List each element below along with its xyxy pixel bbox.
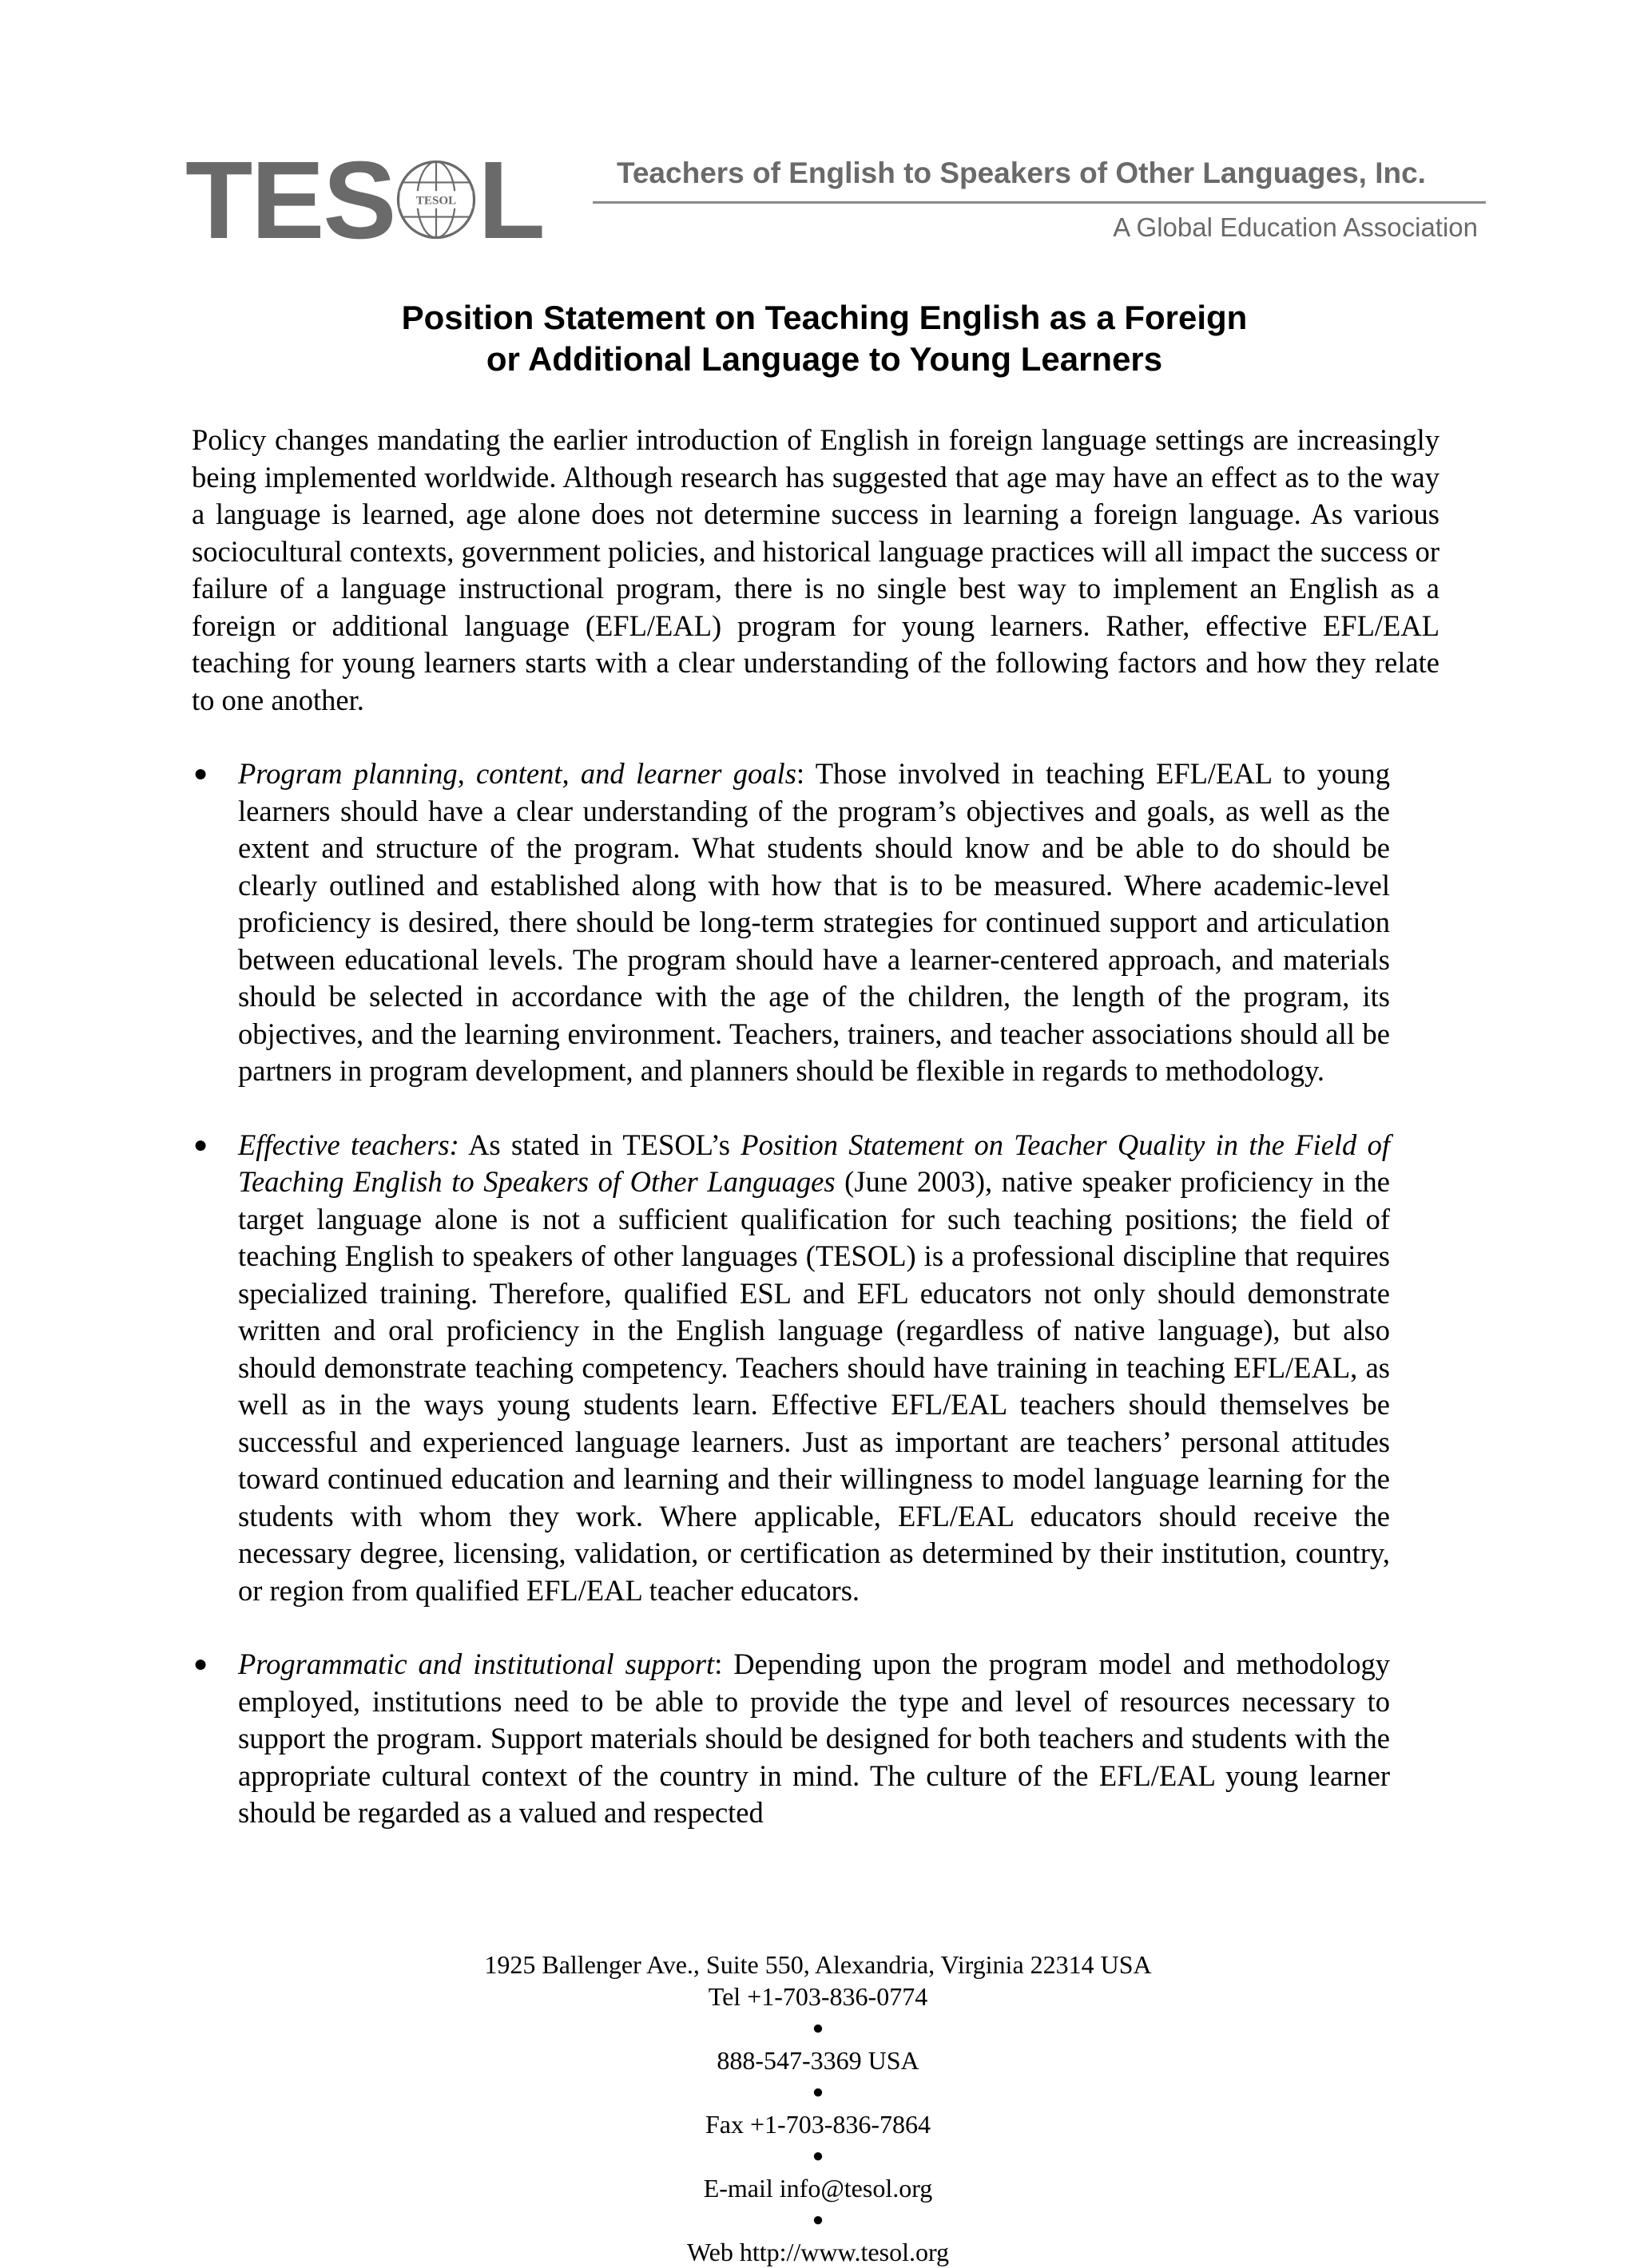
separator-icon: ● bbox=[812, 2018, 824, 2039]
bullet-icon: ● bbox=[193, 1651, 208, 1677]
footer-address: 1925 Ballenger Ave., Suite 550, Alexandria, Virginia 22314 USA bbox=[484, 1950, 1152, 1979]
bullet-body-lead: As stated in TESOL’s bbox=[459, 1128, 741, 1161]
globe-icon bbox=[393, 157, 479, 243]
logo-globe-text: TESOL bbox=[416, 194, 457, 208]
title-line-2: or Additional Language to Young Learners bbox=[486, 340, 1163, 378]
footer-web: Web http://www.tesol.org bbox=[686, 2238, 950, 2266]
separator-icon: ● bbox=[812, 2146, 824, 2167]
tesol-logo bbox=[185, 139, 546, 262]
footer-tollfree: 888-547-3369 USA bbox=[717, 2046, 919, 2075]
bullet-body: : Those involved in teaching EFL/EAL to young learners should have a clear understanding of the program’s objectives and goals, as well as the extent and structure of the program. What students should know and be able to do should be clearly outlined and established along with how that is to be measured. Where academic-level proficiency is desired, there should be long-term strategies for continued support and articulation between educational levels. The program should have a learner-centered approach, and materials should be selected in accordance with the age of the children, the length of the program, its objectives, and the learning environment. Teachers, trainers, and teacher associations should all be partners in program development, and planners should be flexible in regards to methodology. bbox=[238, 757, 1390, 1087]
page-title bbox=[185, 297, 1463, 380]
bullet-icon: ● bbox=[193, 760, 208, 787]
factor-list bbox=[192, 755, 1390, 1832]
referenced-document-title: Position Statement on Teacher Quality in the Field of Teaching English to Speakers of Other Languages bbox=[238, 1128, 1390, 1198]
title-line-1: Position Statement on Teaching English as a Foreign bbox=[401, 299, 1248, 336]
page-footer bbox=[0, 1949, 1636, 2268]
bullet-heading: Program planning, content, and learner goals bbox=[238, 757, 796, 790]
tagline: A Global Education Association bbox=[1113, 212, 1478, 242]
bullet-heading: Effective teachers: bbox=[238, 1128, 459, 1161]
list-item-institutional-support bbox=[192, 1646, 1390, 1832]
bullet-icon: ● bbox=[193, 1131, 208, 1158]
organization-name: Teachers of English to Speakers of Other Languages, Inc. bbox=[617, 157, 1426, 189]
letterhead bbox=[185, 139, 1478, 262]
logo-text-left: TES bbox=[185, 139, 395, 262]
footer-contact bbox=[0, 1981, 1636, 2268]
list-item-program-planning bbox=[192, 755, 1390, 1090]
separator-icon: ● bbox=[812, 2082, 824, 2103]
separator-icon: ● bbox=[812, 2210, 824, 2230]
bullet-body: : Depending upon the program model and methodology employed, institutions need to be able to provide the type and level of resources necessary to support the program. Support materials should be designed for both teachers and students with the appropriate cultural context of the country in mind. The culture of the EFL/EAL young learner should be regarded as a valued and respected bbox=[238, 1647, 1391, 1829]
bullet-heading: Programmatic and institutional support bbox=[238, 1647, 715, 1680]
bullet-body: (June 2003), native speaker proficiency in the target language alone is not a sufficient qualification for such teaching positions; the field of teaching English to speakers of other languages (TESOL) is a professional discipline that requires specialized training. Therefore, qualified ESL and EFL educators not only should demonstrate written and oral proficiency in the English language (regardless of native language), but also should demonstrate teaching competency. Teachers should have training in teaching EFL/EAL, as well as in the ways young students learn. Effective EFL/EAL teachers should themselves be successful and experienced language learners. Just as important are teachers’ personal attitudes toward continued education and learning and their willingness to model language learning for the students with whom they work. Where applicable, EFL/EAL educators should receive the necessary degree, licensing, validation, or certification as determined by their institution, country, or region from qualified EFL/EAL teacher educators. bbox=[238, 1165, 1390, 1607]
intro-paragraph: Policy changes mandating the earlier introduction of English in foreign language settings are increasingly being implemented worldwide. Although research has suggested that age may have an effect as to the way a language is learned, age alone does not determine success in learning a foreign language. As various sociocultural contexts, government policies, and historical language practices will all impact the success or failure of a language instructional program, there is no single best way to implement an English as a foreign or additional language (EFL/EAL) program for young learners. Rather, effective EFL/EAL teaching for young learners starts with a clear understanding of the following factors and how they relate to one another. bbox=[192, 423, 1439, 716]
logo-text-right: L bbox=[478, 139, 546, 262]
footer-tel: Tel +1-703-836-0774 bbox=[708, 1982, 928, 2011]
header-divider bbox=[593, 201, 1486, 204]
list-item-effective-teachers bbox=[192, 1127, 1390, 1610]
footer-fax: Fax +1-703-836-7864 bbox=[705, 2110, 931, 2139]
footer-email: E-mail info@tesol.org bbox=[703, 2174, 933, 2203]
